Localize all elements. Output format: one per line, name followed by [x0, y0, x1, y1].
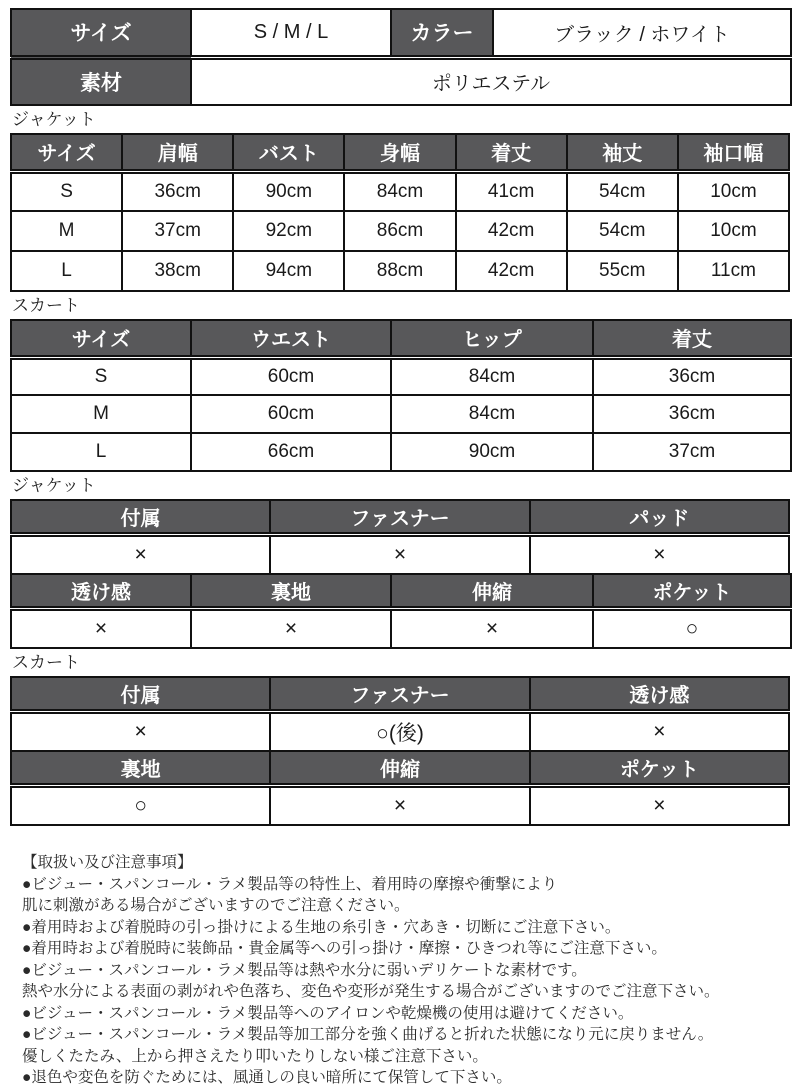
size-cell: L: [11, 251, 122, 291]
measurement-cell: 84cm: [391, 395, 593, 433]
column-header-cell: サイズ: [11, 320, 191, 357]
care-note-line: ●ビジュー・スパンコール・ラメ製品等の特性上、着用時の摩擦や衝撃により: [22, 875, 558, 893]
measurement-cell: 36cm: [593, 357, 791, 395]
table-row: [11, 357, 791, 395]
care-note-line: ●退色や変色を防ぐためには、風通しの良い暗所にて保管して下さい。: [22, 1069, 512, 1086]
jacket-features-table-top: [10, 499, 790, 575]
feature-header-cell: 伸縮: [391, 574, 593, 608]
measurement-cell: 92cm: [233, 211, 344, 251]
feature-value-cell: ×: [530, 711, 789, 751]
measurement-cell: 38cm: [122, 251, 233, 291]
feature-value-cell: ○: [11, 785, 270, 825]
jacket-size-table: [10, 133, 790, 292]
care-note-line: 肌に刺激がある場合がございますのでご注意ください。: [22, 897, 410, 914]
measurement-cell: 36cm: [122, 171, 233, 211]
measurement-cell: 66cm: [191, 433, 391, 471]
column-header-cell: 肩幅: [122, 134, 233, 171]
measurement-cell: 37cm: [122, 211, 233, 251]
feature-header-cell: パッド: [530, 500, 789, 534]
feature-value-cell: ×: [270, 534, 529, 574]
column-header-cell: ウエスト: [191, 320, 391, 357]
measurement-cell: 37cm: [593, 433, 791, 471]
feature-value-cell: ×: [530, 785, 789, 825]
care-notes: [10, 852, 790, 1089]
feature-value-cell: ×: [11, 711, 270, 751]
jacket-features-section-label: ジャケット: [12, 476, 96, 495]
feature-value-cell: ○: [593, 608, 791, 648]
measurement-cell: 60cm: [191, 357, 391, 395]
measurement-cell: 84cm: [391, 357, 593, 395]
feature-value-cell: ×: [270, 785, 529, 825]
jacket-size-section-label: ジャケット: [12, 110, 96, 129]
feature-value-cell: ×: [11, 534, 270, 574]
measurement-cell: 42cm: [456, 211, 567, 251]
feature-header-cell: 裏地: [191, 574, 391, 608]
spec-color-value: ブラック / ホワイト: [493, 9, 791, 57]
size-cell: L: [11, 433, 191, 471]
jacket-features-table-bottom: [10, 573, 792, 649]
column-header-cell: サイズ: [11, 134, 122, 171]
column-header-cell: 身幅: [344, 134, 455, 171]
column-header-cell: 着丈: [593, 320, 791, 357]
feature-header-cell: ファスナー: [270, 500, 529, 534]
spec-table: [10, 8, 792, 106]
feature-value-cell: ×: [391, 608, 593, 648]
measurement-cell: 55cm: [567, 251, 678, 291]
spec-material-label: 素材: [11, 57, 191, 105]
care-notes-title: 【取扱い及び注意事項】: [22, 854, 193, 871]
care-note-line: ●着用時および着脱時の引っ掛けによる生地の糸引き・穴あき・切断にご注意下さい。: [22, 918, 621, 936]
spec-material-value: ポリエステル: [191, 57, 791, 105]
feature-header-cell: ポケット: [593, 574, 791, 608]
feature-header-cell: 付属: [11, 500, 270, 534]
measurement-cell: 42cm: [456, 251, 567, 291]
measurement-cell: 86cm: [344, 211, 455, 251]
measurement-cell: 90cm: [233, 171, 344, 211]
size-cell: S: [11, 171, 122, 211]
skirt-features-table-top: [10, 676, 790, 752]
feature-header-cell: 付属: [11, 677, 270, 711]
measurement-cell: 10cm: [678, 211, 789, 251]
feature-value-cell: ×: [191, 608, 391, 648]
skirt-features-section-label: スカート: [12, 653, 80, 672]
measurement-cell: 41cm: [456, 171, 567, 211]
measurement-cell: 60cm: [191, 395, 391, 433]
measurement-cell: 54cm: [567, 211, 678, 251]
column-header-cell: 袖丈: [567, 134, 678, 171]
feature-value-cell: ○(後): [270, 711, 529, 751]
feature-header-cell: 透け感: [11, 574, 191, 608]
measurement-cell: 84cm: [344, 171, 455, 211]
skirt-features-table-bottom: [10, 750, 790, 826]
care-note-line: ●着用時および着脱時に装飾品・貴金属等への引っ掛け・摩擦・ひきつれ等にご注意下さい。: [22, 940, 667, 957]
care-note-line: ●ビジュー・スパンコール・ラメ製品等は熱や水分に弱いデリケートな素材です。: [22, 961, 587, 979]
measurement-cell: 54cm: [567, 171, 678, 211]
column-header-cell: ヒップ: [391, 320, 593, 357]
feature-header-cell: ポケット: [530, 751, 789, 785]
care-note-line: 熱や水分による表面の剥がれや色落ち、変色や変形が発生する場合がございますのでご注意下さい。: [22, 983, 720, 1000]
feature-header-cell: ファスナー: [270, 677, 529, 711]
column-header-cell: 袖口幅: [678, 134, 789, 171]
skirt-size-section-label: スカート: [12, 296, 80, 315]
feature-value-cell: ×: [11, 608, 191, 648]
measurement-cell: 88cm: [344, 251, 455, 291]
feature-header-cell: 透け感: [530, 677, 789, 711]
spec-size-value: S / M / L: [191, 9, 391, 57]
measurement-cell: 11cm: [678, 251, 789, 291]
skirt-size-table: [10, 319, 792, 472]
spec-size-label: サイズ: [11, 9, 191, 57]
column-header-cell: バスト: [233, 134, 344, 171]
column-header-cell: 着丈: [456, 134, 567, 171]
measurement-cell: 36cm: [593, 395, 791, 433]
measurement-cell: 90cm: [391, 433, 593, 471]
measurement-cell: 94cm: [233, 251, 344, 291]
table-row: [11, 395, 791, 433]
table-row: [11, 433, 791, 471]
feature-value-cell: ×: [530, 534, 789, 574]
table-row: [11, 171, 789, 211]
care-note-line: 優しくたたみ、上から押さえたり叩いたりしない様ご注意下さい。: [22, 1047, 488, 1065]
size-cell: S: [11, 357, 191, 395]
size-cell: M: [11, 395, 191, 433]
table-row: [11, 251, 789, 291]
spec-color-label: カラー: [391, 9, 493, 57]
feature-header-cell: 伸縮: [270, 751, 529, 785]
care-note-line: ●ビジュー・スパンコール・ラメ製品等加工部分を強く曲げると折れた状態になり元に戻りません。: [22, 1026, 714, 1043]
size-cell: M: [11, 211, 122, 251]
measurement-cell: 10cm: [678, 171, 789, 211]
feature-header-cell: 裏地: [11, 751, 270, 785]
table-row: [11, 211, 789, 251]
care-note-line: ●ビジュー・スパンコール・ラメ製品等へのアイロンや乾燥機の使用は避けてください。: [22, 1004, 634, 1022]
